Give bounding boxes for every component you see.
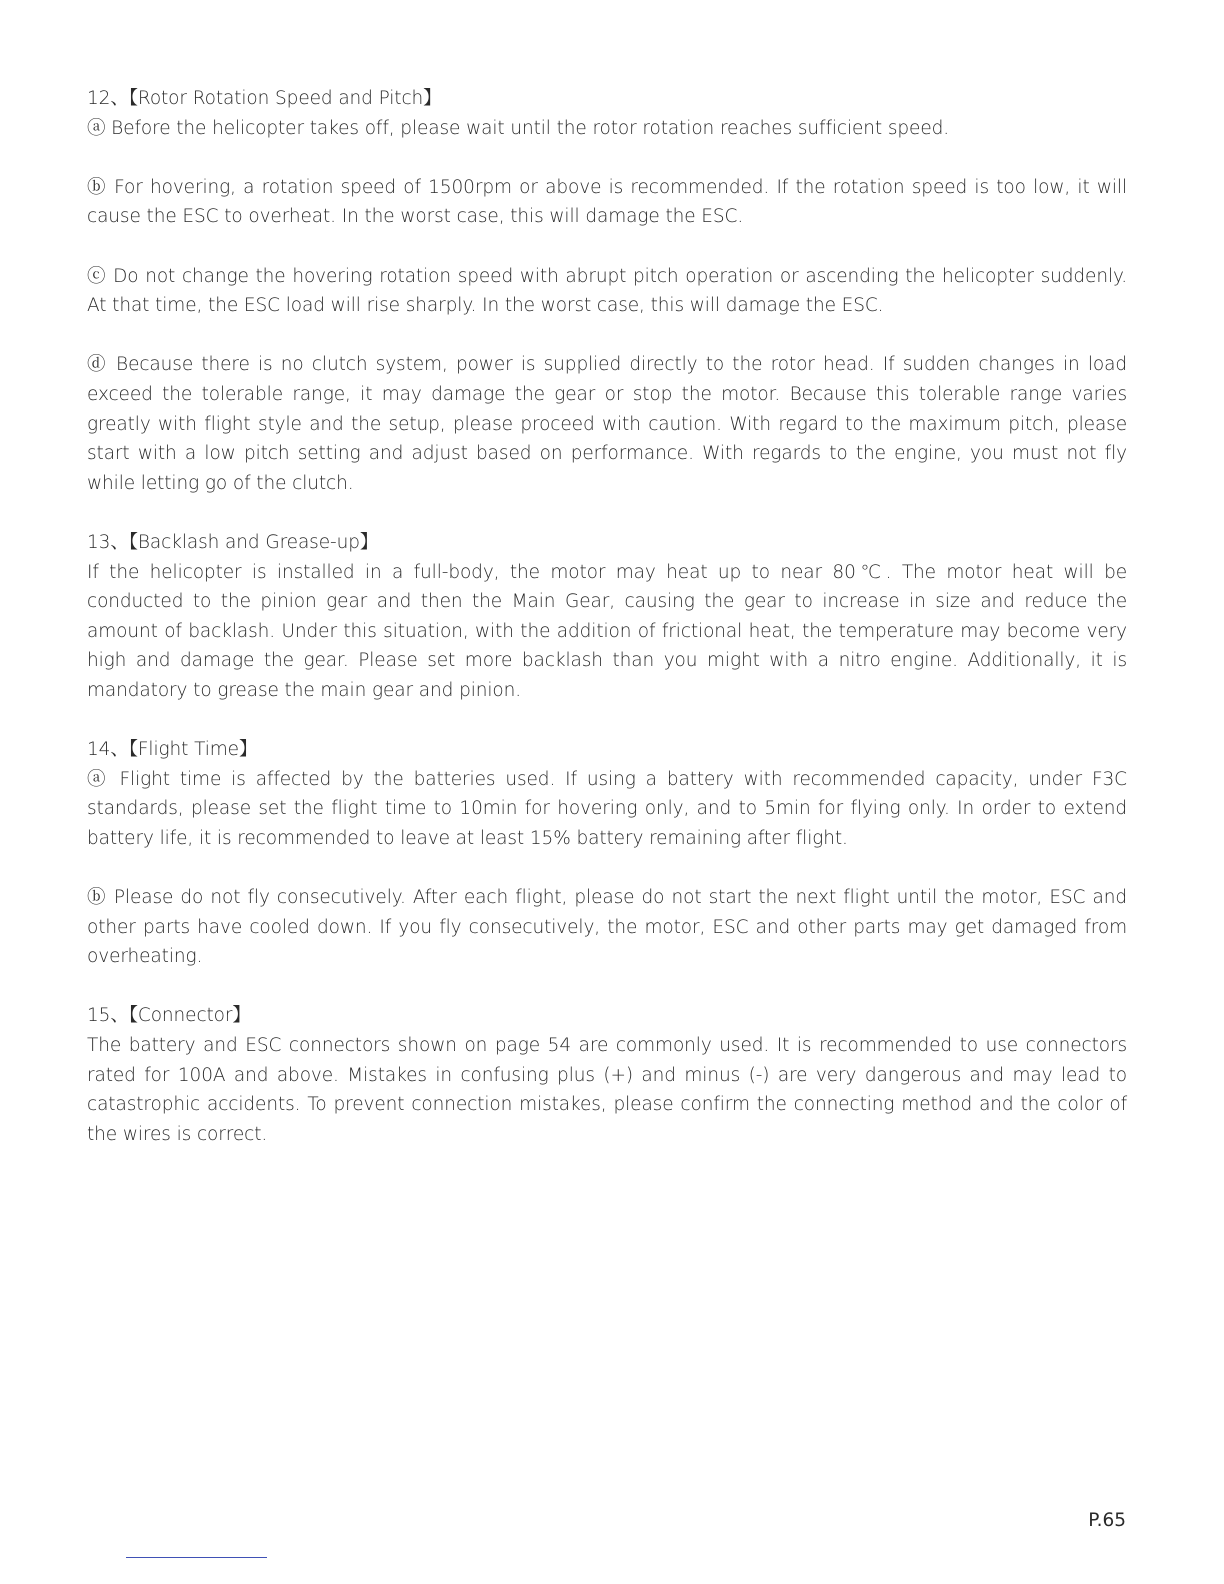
document-body — [87, 84, 1127, 1179]
section-heading: 15、【Connector】 — [87, 1005, 251, 1027]
footer-link-rule — [126, 1557, 267, 1558]
paragraph: ⓐ Flight time is affected by the batteries used. If using a battery with recommended capacity, under F3C standards, please set the flight time to 10min for hovering only, and to 5min for flying only. In order to extend battery life, it is recommended to leave at least 15% battery remaining after flight. — [87, 768, 1127, 849]
page-number: P.65 — [1088, 1510, 1126, 1531]
section-heading: 13、【Backlash and Grease-up】 — [87, 531, 379, 553]
paragraph: ⓑ Please do not fly consecutively. After each flight, please do not start the next flight until the motor, ESC and other parts have cooled down. If you fly consecutively, the motor, ESC and other parts may get damaged from overheating. — [87, 887, 1127, 968]
section-backlash — [87, 528, 1127, 706]
section-flight-time — [87, 735, 1127, 972]
paragraph: If the helicopter is installed in a full-body, the motor may heat up to near 80℃. The motor heat will be conducted to the pinion gear and then the Main Gear, causing the gear to increase in size and reduce the amount of backlash. Under this situation, with the addition of frictional heat, the temperature may become very high and damage the gear. Please set more backlash than you might with a nitro engine. Additionally, it is mandatory to grease the main gear and pinion. — [87, 561, 1127, 701]
section-connector — [87, 1001, 1127, 1149]
paragraph: The battery and ESC connectors shown on page 54 are commonly used. It is recommended to use connectors rated for 100A and above. Mistakes in confusing plus (+) and minus (-) are very dangerous and may lead to catastrophic accidents. To prevent connection mistakes, please confirm the connecting method and the color of the wires is correct. — [87, 1035, 1127, 1145]
section-rotor-rotation — [87, 84, 1127, 498]
paragraph: ⓐ Before the helicopter takes off, please wait until the rotor rotation reaches sufficient speed. — [87, 117, 950, 139]
paragraph: ⓓ Because there is no clutch system, power is supplied directly to the rotor head. If sudden changes in load exceed the tolerable range, it may damage the gear or stop the motor. Because this tolerable range varies greatly with flight style and the setup, please proceed with caution. With regard to the maximum pitch, please start with a low pitch setting and adjust based on performance. With regards to the engine, you must not fly while letting go of the clutch. — [87, 354, 1127, 494]
section-heading: 12、【Rotor Rotation Speed and Pitch】 — [87, 88, 442, 109]
paragraph: ⓒ Do not change the hovering rotation speed with abrupt pitch operation or ascending the helicopter suddenly. At that time, the ESC load will rise sharply. In the worst case, this will damage the ESC. — [87, 265, 1127, 317]
section-heading: 14、【Flight Time】 — [87, 739, 258, 761]
paragraph: ⓑ For hovering, a rotation speed of 1500rpm or above is recommended. If the rotation speed is too low, it will cause the ESC to overheat. In the worst case, this will damage the ESC. — [87, 176, 1127, 228]
